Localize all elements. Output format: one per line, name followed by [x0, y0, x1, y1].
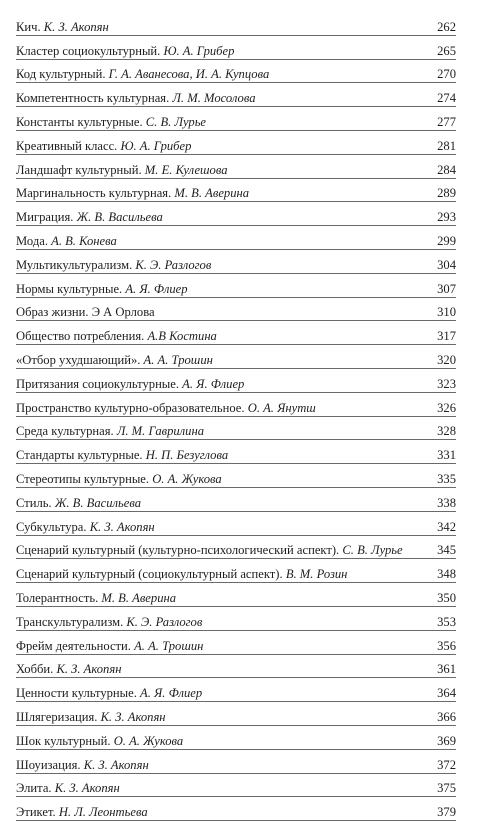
- toc-underline: [16, 35, 456, 36]
- toc-author: К. Э. Разлогов: [135, 257, 212, 272]
- toc-entry: [16, 448, 228, 462]
- toc-entry: [16, 353, 213, 367]
- toc-term: Код культурный.: [16, 67, 106, 82]
- toc-row: [16, 680, 456, 704]
- toc-term: Компетентность культурная.: [16, 91, 170, 106]
- toc-underline: [16, 416, 456, 417]
- toc-page-number: 320: [437, 352, 456, 367]
- toc-author: А. Я. Флиер: [125, 281, 188, 296]
- toc-author: С. В. Лурье: [342, 543, 403, 558]
- toc-author: Н. Л. Леонтьева: [58, 805, 148, 820]
- toc-row: [16, 466, 456, 490]
- toc-row: [16, 157, 456, 181]
- toc-term: Стереотипы культурные.: [16, 471, 150, 486]
- toc-row: [16, 133, 456, 157]
- toc-entry: [16, 591, 176, 605]
- toc-term: Кластер социокультурный.: [16, 43, 161, 58]
- toc-term: Сценарий культурный (культурно-психологический аспект).: [16, 543, 340, 558]
- toc-underline: [16, 249, 456, 250]
- toc-term: Шок культурный.: [16, 733, 111, 748]
- toc-entry: [16, 67, 269, 81]
- toc-page-number: 307: [437, 281, 456, 296]
- toc-author: Л. М. Гаврилина: [116, 424, 205, 439]
- toc-page-number: 270: [437, 67, 456, 82]
- toc-row: [16, 62, 456, 86]
- toc-entry: [16, 710, 166, 724]
- toc-author: О. А. Янутш: [247, 400, 316, 415]
- toc-term: Маргинальность культурная.: [16, 186, 172, 201]
- toc-row: [16, 752, 456, 776]
- toc-entry: [16, 186, 249, 200]
- toc-underline: [16, 677, 456, 678]
- toc-underline: [16, 297, 456, 298]
- toc-row: [16, 276, 456, 300]
- toc-row: [16, 395, 456, 419]
- toc-term: Нормы культурные.: [16, 281, 123, 296]
- toc-author: М. Е. Кулешова: [144, 162, 228, 177]
- toc-entry: [16, 758, 149, 772]
- toc-term: Хобби.: [16, 662, 54, 677]
- toc-underline: [16, 654, 456, 655]
- toc-author: А. В. Конева: [51, 233, 117, 248]
- toc-entry: [16, 424, 204, 438]
- toc-author: К. З. Акопян: [100, 709, 166, 724]
- toc-term: Субкультура.: [16, 519, 87, 534]
- toc-page-number: 348: [437, 567, 456, 582]
- toc-author: О. А. Жукова: [113, 733, 184, 748]
- toc-underline: [16, 463, 456, 464]
- toc-author: К. З. Акопян: [54, 781, 120, 796]
- toc-row: [16, 85, 456, 109]
- toc-term: Сценарий культурный (социокультурный аспект).: [16, 567, 283, 582]
- toc-term: Мультикультурализм.: [16, 257, 133, 272]
- toc-page-number: 361: [437, 662, 456, 677]
- toc-page-number: 289: [437, 186, 456, 201]
- toc-entry: [16, 662, 121, 676]
- toc-term: Креативный класс.: [16, 138, 118, 153]
- toc-row: [16, 300, 456, 324]
- toc-term: Мода.: [16, 233, 48, 248]
- toc-author: А. А. Трошин: [134, 638, 204, 653]
- toc-row: [16, 799, 456, 823]
- toc-term: Транскультурализм.: [16, 614, 124, 629]
- toc-author: Н. П. Безуглова: [145, 448, 229, 463]
- toc-entry: [16, 567, 347, 581]
- toc-page-number: 299: [437, 233, 456, 248]
- toc-underline: [16, 320, 456, 321]
- toc-row: [16, 323, 456, 347]
- toc-page-number: 335: [437, 471, 456, 486]
- toc-term: «Отбор ухудшающий».: [16, 352, 141, 367]
- toc-underline: [16, 558, 456, 559]
- toc-page-number: 304: [437, 257, 456, 272]
- toc-page-number: 317: [437, 329, 456, 344]
- toc-page-number: 331: [437, 448, 456, 463]
- toc-entry: [16, 520, 155, 534]
- toc-author: А. А. Трошин: [143, 352, 213, 367]
- toc-term: Общество потребления.: [16, 329, 145, 344]
- toc-author: А. Я. Флиер: [140, 686, 203, 701]
- toc-term: Среда культурная.: [16, 424, 114, 439]
- toc-row: [16, 252, 456, 276]
- toc-author: А.В Костина: [147, 329, 217, 344]
- toc-entry: [16, 472, 222, 486]
- toc-page-number: 310: [437, 305, 456, 320]
- toc-author: К. З. Акопян: [43, 19, 109, 34]
- toc-row: [16, 38, 456, 62]
- toc-row: [16, 419, 456, 443]
- toc-row: [16, 657, 456, 681]
- toc-page-number: 356: [437, 638, 456, 653]
- toc-author: Л. М. Мосолова: [172, 91, 256, 106]
- toc-author: С. В. Лурье: [145, 114, 207, 129]
- toc-author: В. М. Розин: [285, 567, 348, 582]
- toc-row: [16, 538, 456, 562]
- toc-entry: [16, 282, 188, 296]
- toc-row: [16, 14, 456, 38]
- toc-row: [16, 490, 456, 514]
- toc-entry: [16, 329, 217, 343]
- toc-entry: [16, 163, 228, 177]
- toc-entry: [16, 44, 234, 58]
- toc-underline: [16, 487, 456, 488]
- toc-author: К. З. Акопян: [89, 519, 155, 534]
- toc-row: [16, 776, 456, 800]
- toc-underline: [16, 701, 456, 702]
- toc-page-number: 326: [437, 400, 456, 415]
- toc-entry: [16, 377, 244, 391]
- toc-term: Фрейм деятельности.: [16, 638, 131, 653]
- toc-entry: [16, 734, 183, 748]
- toc-term: Стиль.: [16, 495, 52, 510]
- toc-row: [16, 442, 456, 466]
- toc-author: А. Я. Флиер: [182, 376, 245, 391]
- toc-underline: [16, 439, 456, 440]
- toc-author: К. З. Акопян: [56, 662, 122, 677]
- toc-row: [16, 204, 456, 228]
- toc-underline: [16, 749, 456, 750]
- toc-term: Шоуизация.: [16, 757, 81, 772]
- toc-entry: [16, 20, 109, 34]
- toc-row: [16, 585, 456, 609]
- toc-page-number: 281: [437, 138, 456, 153]
- toc-page-number: 262: [437, 19, 456, 34]
- toc-term: Толерантность.: [16, 590, 99, 605]
- toc-row: [16, 514, 456, 538]
- toc-author: М. В. Аверина: [101, 590, 177, 605]
- toc-term: Притязания социокультурные.: [16, 376, 180, 391]
- toc-row: [16, 633, 456, 657]
- table-of-contents: [0, 14, 478, 823]
- toc-author: О. А. Жукова: [152, 471, 222, 486]
- toc-author: М. В. Аверина: [174, 186, 250, 201]
- toc-underline: [16, 511, 456, 512]
- toc-row: [16, 561, 456, 585]
- toc-term: Ландшафт культурный.: [16, 162, 142, 177]
- toc-entry: [16, 615, 202, 629]
- toc-underline: [16, 344, 456, 345]
- toc-page-number: 277: [437, 114, 456, 129]
- toc-underline: [16, 201, 456, 202]
- toc-entry: [16, 258, 211, 272]
- toc-entry: [16, 115, 206, 129]
- toc-page-number: 353: [437, 614, 456, 629]
- toc-row: [16, 181, 456, 205]
- toc-author: Ю. А. Грибер: [163, 43, 235, 58]
- toc-underline: [16, 582, 456, 583]
- toc-page-number: 350: [437, 590, 456, 605]
- toc-row: [16, 609, 456, 633]
- toc-term: Образ жизни.: [16, 305, 89, 320]
- toc-underline: [16, 606, 456, 607]
- toc-entry: [16, 686, 202, 700]
- toc-row: [16, 728, 456, 752]
- toc-term: Константы культурные.: [16, 114, 143, 129]
- toc-entry: [16, 401, 316, 415]
- toc-term: Этикет.: [16, 805, 56, 820]
- toc-author: К. З. Акопян: [83, 757, 149, 772]
- toc-underline: [16, 178, 456, 179]
- toc-underline: [16, 154, 456, 155]
- toc-underline: [16, 392, 456, 393]
- toc-page-number: 375: [437, 781, 456, 796]
- toc-row: [16, 371, 456, 395]
- toc-page-number: 265: [437, 43, 456, 58]
- toc-page-number: 369: [437, 733, 456, 748]
- toc-row: [16, 109, 456, 133]
- toc-author: Г. А. Аванесова, И. А. Купцова: [108, 67, 270, 82]
- toc-row: [16, 704, 456, 728]
- toc-page-number: 323: [437, 376, 456, 391]
- toc-author: Ю. А. Грибер: [120, 138, 192, 153]
- toc-entry: [16, 305, 155, 319]
- toc-author: Э А Орлова: [91, 305, 155, 320]
- toc-page-number: 366: [437, 709, 456, 724]
- toc-entry: [16, 805, 148, 819]
- toc-underline: [16, 630, 456, 631]
- toc-term: Пространство культурно-образовательное.: [16, 400, 245, 415]
- toc-page-number: 328: [437, 424, 456, 439]
- toc-underline: [16, 535, 456, 536]
- toc-page-number: 274: [437, 91, 456, 106]
- toc-term: Миграция.: [16, 210, 74, 225]
- toc-entry: [16, 543, 403, 557]
- toc-term: Кич.: [16, 19, 41, 34]
- toc-page-number: 293: [437, 210, 456, 225]
- toc-underline: [16, 225, 456, 226]
- toc-page-number: 364: [437, 686, 456, 701]
- toc-entry: [16, 639, 203, 653]
- toc-entry: [16, 234, 117, 248]
- toc-entry: [16, 781, 120, 795]
- toc-term: Элита.: [16, 781, 52, 796]
- toc-underline: [16, 106, 456, 107]
- toc-term: Ценности культурные.: [16, 686, 137, 701]
- toc-page-number: 379: [437, 805, 456, 820]
- toc-underline: [16, 796, 456, 797]
- toc-entry: [16, 496, 141, 510]
- toc-underline: [16, 130, 456, 131]
- toc-page-number: 284: [437, 162, 456, 177]
- toc-term: Стандарты культурные.: [16, 448, 143, 463]
- toc-underline: [16, 368, 456, 369]
- toc-author: Ж. В. Васильева: [76, 210, 163, 225]
- toc-row: [16, 347, 456, 371]
- toc-entry: [16, 91, 256, 105]
- toc-row: [16, 228, 456, 252]
- toc-author: Ж. В. Васильева: [54, 495, 142, 510]
- toc-entry: [16, 139, 191, 153]
- toc-page-number: 342: [437, 519, 456, 534]
- toc-underline: [16, 273, 456, 274]
- toc-underline: [16, 59, 456, 60]
- toc-underline: [16, 82, 456, 83]
- toc-page-number: 338: [437, 495, 456, 510]
- toc-author: К. Э. Разлогов: [126, 614, 203, 629]
- toc-underline: [16, 773, 456, 774]
- toc-underline: [16, 725, 456, 726]
- toc-page-number: 345: [437, 543, 456, 558]
- toc-term: Шлягеризация.: [16, 709, 98, 724]
- toc-entry: [16, 210, 163, 224]
- toc-underline: [16, 820, 456, 821]
- toc-page-number: 372: [437, 757, 456, 772]
